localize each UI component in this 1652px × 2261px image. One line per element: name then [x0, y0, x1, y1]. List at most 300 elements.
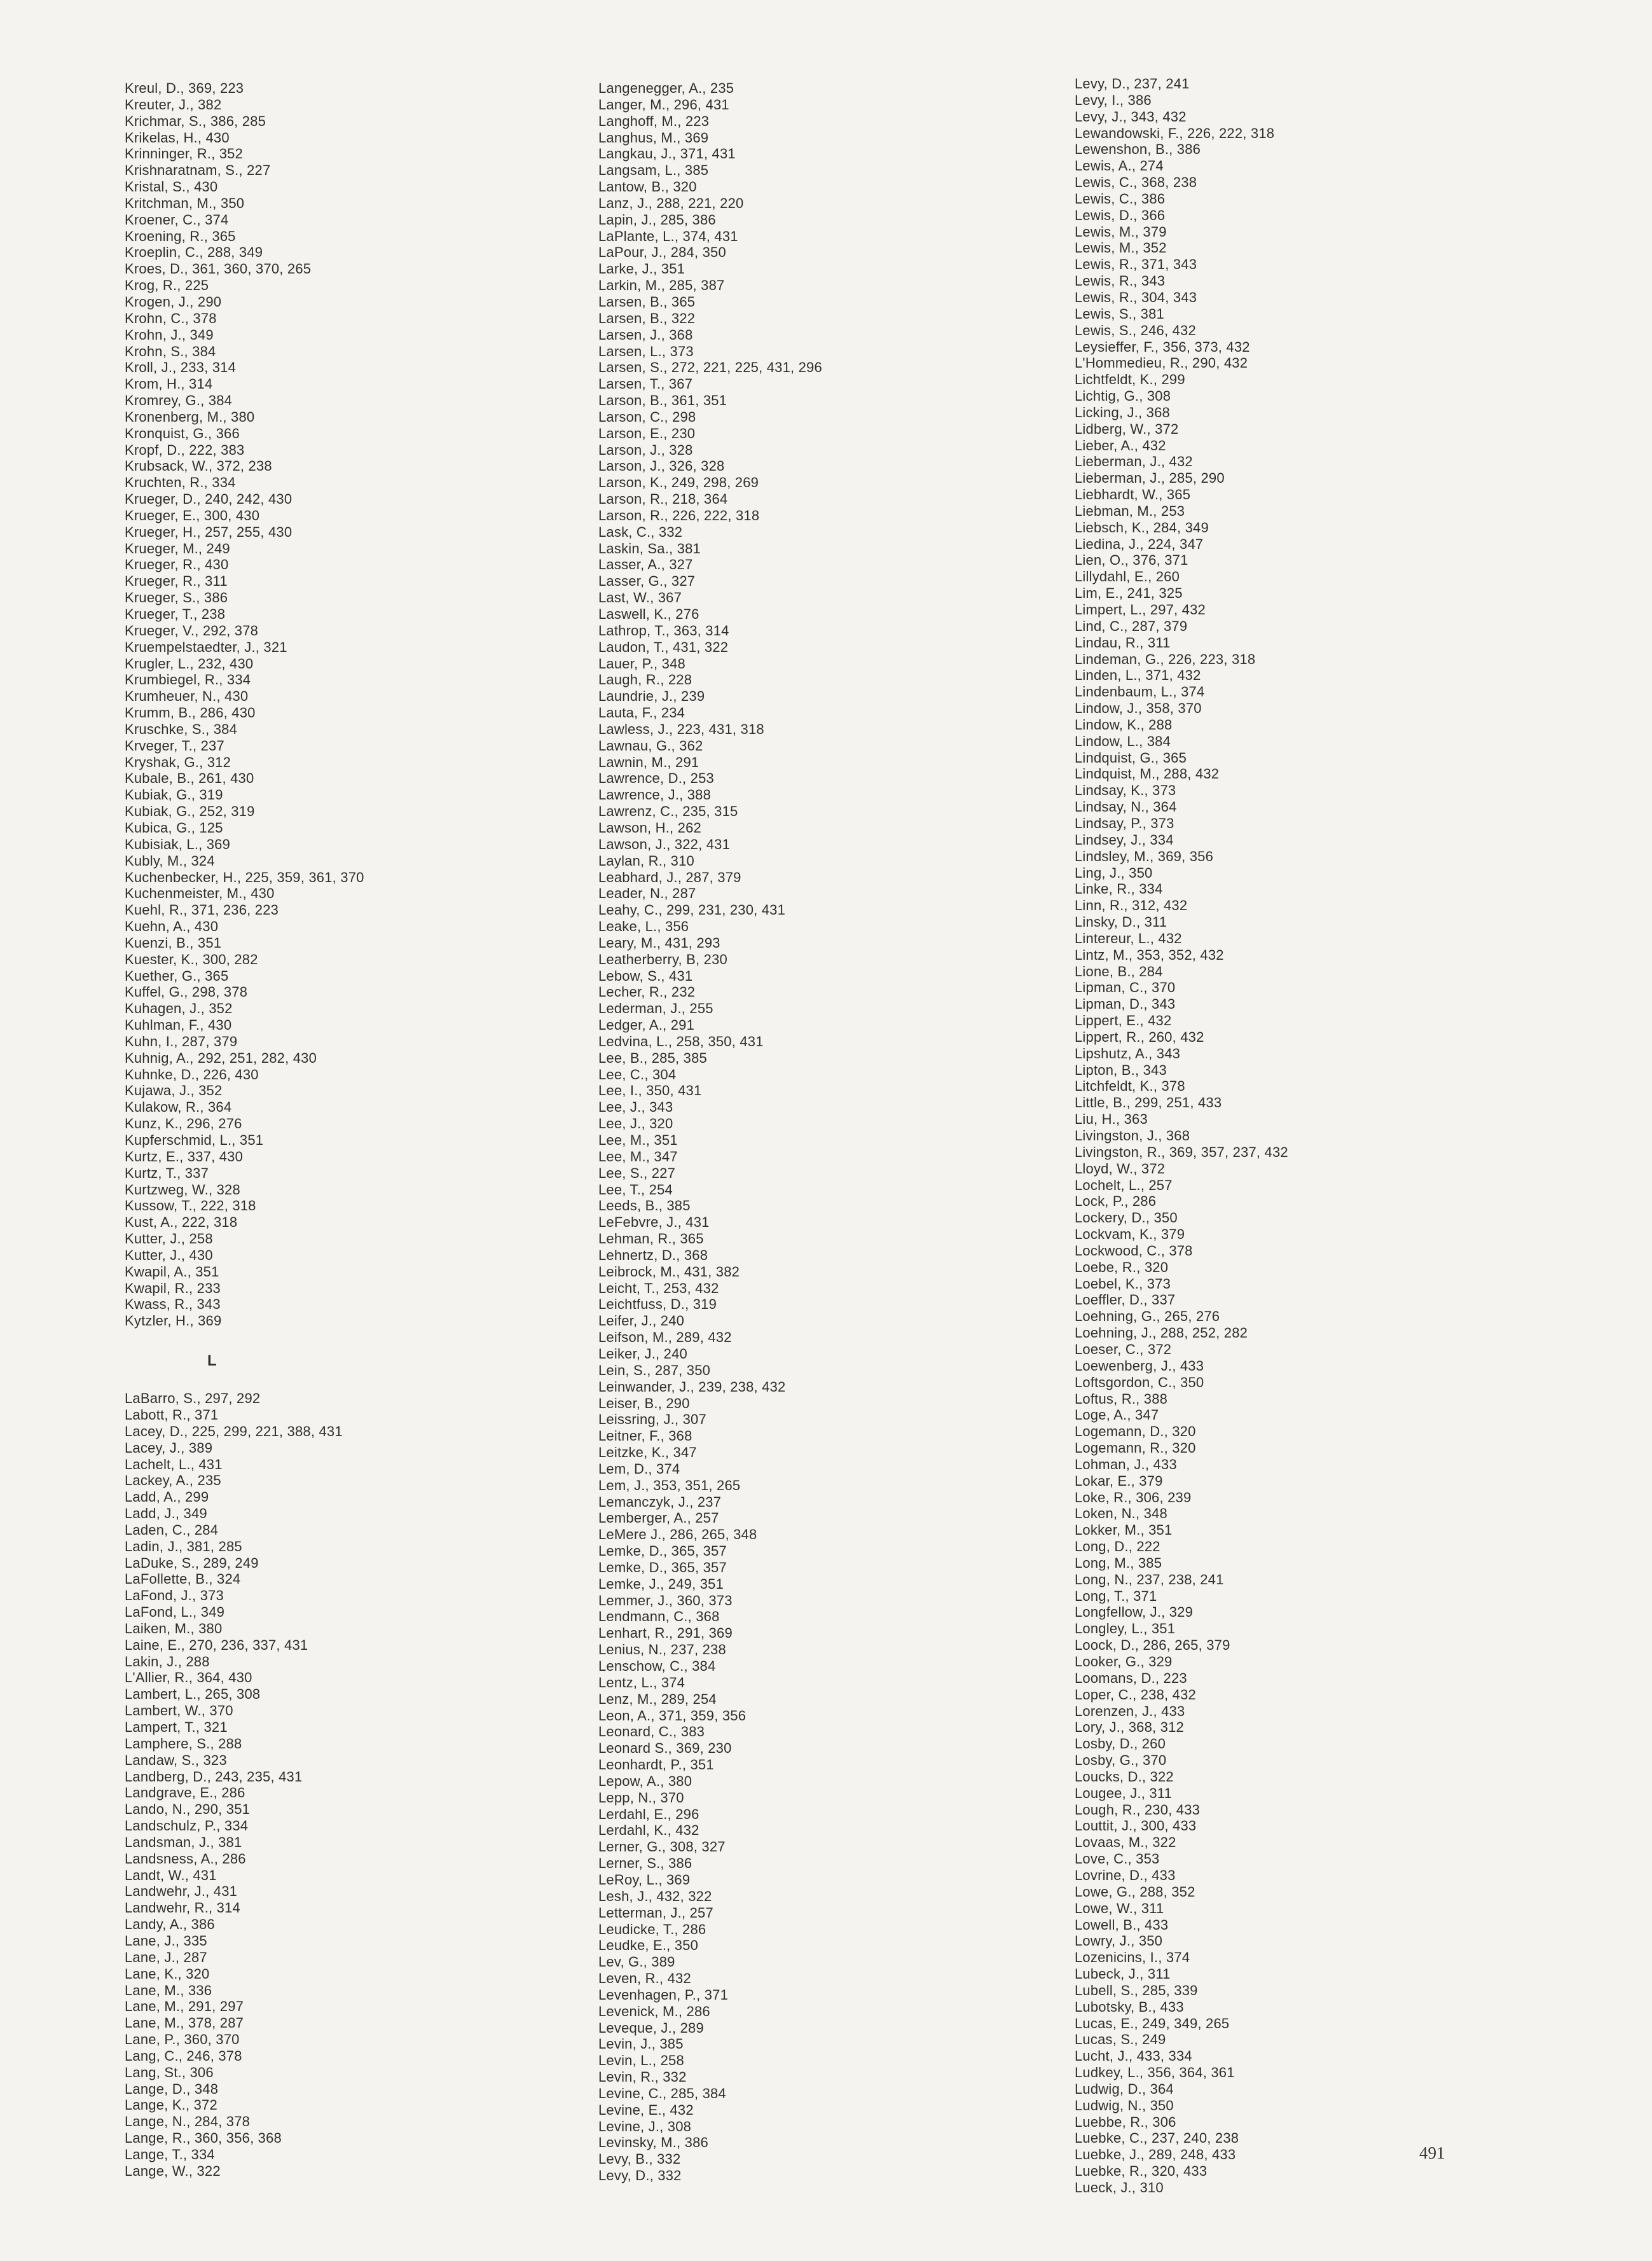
index-entry: Langkau, J., 371, 431: [598, 146, 736, 162]
index-entry: Lintz, M., 353, 352, 432: [1075, 946, 1224, 963]
index-entry: Lawnau, G., 362: [598, 737, 703, 754]
index-entry: Kwass, R., 343: [125, 1296, 221, 1313]
index-entry: Lee, C., 304: [598, 1066, 677, 1082]
index-entry: Lasser, G., 327: [598, 573, 696, 590]
index-entry: Kronenberg, M., 380: [125, 408, 255, 425]
index-entry: Kroes, D., 361, 360, 370, 265: [125, 261, 312, 277]
index-entry: Larson, J., 328: [598, 441, 693, 458]
index-entry: Losby, G., 370: [1075, 1752, 1167, 1769]
index-entry: Lem, D., 374: [598, 1460, 680, 1477]
index-entry: Lee, T., 254: [598, 1181, 673, 1198]
index-entry: Leifson, M., 289, 432: [598, 1329, 732, 1346]
index-entry: Landsman, J., 381: [125, 1834, 242, 1850]
index-entry: Lepp, N., 370: [598, 1789, 684, 1806]
index-entry: Larson, R., 226, 222, 318: [598, 507, 760, 523]
index-entry: Lubell, S., 285, 339: [1075, 1982, 1198, 1998]
index-entry: Ladd, A., 299: [125, 1489, 209, 1505]
index-entry: Lang, St., 306: [125, 2064, 214, 2080]
index-entry: Larson, K., 249, 298, 269: [598, 474, 759, 491]
index-entry: Kuhagen, J., 352: [125, 1000, 233, 1017]
index-entry: Krumheuer, N., 430: [125, 688, 249, 705]
index-entry: Kreuter, J., 382: [125, 96, 222, 113]
index-entry: Kronquist, G., 366: [125, 425, 240, 441]
index-entry: Kubly, M., 324: [125, 852, 215, 869]
index-entry: Litchfeldt, K., 378: [1075, 1078, 1185, 1095]
index-entry: Lamphere, S., 288: [125, 1735, 242, 1752]
index-entry: Lim, E., 241, 325: [1075, 585, 1183, 602]
index-entry: Langhus, M., 369: [598, 129, 709, 146]
index-entry: Lowry, J., 350: [1075, 1933, 1163, 1949]
index-entry: Kust, A., 222, 318: [125, 1214, 238, 1231]
index-entry: Lloyd, W., 372: [1075, 1160, 1166, 1177]
index-entry: Lindsey, J., 334: [1075, 831, 1174, 848]
index-entry: Ludwig, D., 364: [1075, 2080, 1174, 2097]
index-entry: Larson, B., 361, 351: [598, 392, 727, 409]
index-entry: Krueger, S., 386: [125, 590, 228, 606]
index-entry: Levy, B., 332: [598, 2151, 681, 2168]
index-entry: Lewenshon, B., 386: [1075, 141, 1201, 158]
index-entry: Kreul, D., 369, 223: [125, 80, 244, 96]
index-entry: Kuhnke, D., 226, 430: [125, 1066, 259, 1082]
index-entry: Lieberman, J., 285, 290: [1075, 470, 1225, 487]
index-entry: Linn, R., 312, 432: [1075, 897, 1188, 914]
index-entry: Kunz, K., 296, 276: [125, 1116, 242, 1132]
index-entry: Ladd, J., 349: [125, 1505, 207, 1522]
index-entry: Larson, E., 230: [598, 425, 696, 441]
index-entry: Lane, K., 320: [125, 1965, 210, 1982]
index-entry: Levy, I., 386: [1075, 92, 1152, 108]
index-entry: Levy, D., 332: [598, 2168, 682, 2184]
index-entry: Logemann, D., 320: [1075, 1423, 1196, 1440]
index-entry: Kuenzi, B., 351: [125, 934, 222, 951]
index-entry: Loehning, G., 265, 276: [1075, 1308, 1220, 1325]
index-entry: Lowe, W., 311: [1075, 1900, 1164, 1916]
index-entry: Laundrie, J., 239: [598, 688, 705, 705]
index-entry: Langhoff, M., 223: [598, 113, 710, 129]
index-entry: Leicht, T., 253, 432: [598, 1280, 719, 1296]
index-entry: Lerdahl, E., 296: [598, 1806, 699, 1822]
index-entry: Lovaas, M., 322: [1075, 1834, 1176, 1851]
index-entry: Lucas, E., 249, 349, 265: [1075, 2015, 1230, 2031]
index-entry: Lowell, B., 433: [1075, 1916, 1169, 1933]
index-entry: Lane, M., 336: [125, 1982, 212, 1998]
index-entry: Loebe, R., 320: [1075, 1259, 1169, 1275]
index-entry: Kuhlman, F., 430: [125, 1017, 232, 1034]
index-entry: Limpert, L., 297, 432: [1075, 602, 1206, 618]
index-entry: Kuchenmeister, M., 430: [125, 885, 275, 902]
section-letter-l: L: [207, 1352, 217, 1370]
index-entry: Lokker, M., 351: [1075, 1522, 1173, 1538]
index-entry: LaDuke, S., 289, 249: [125, 1554, 259, 1571]
index-entry: Longley, L., 351: [1075, 1621, 1176, 1637]
index-entry: Lacey, J., 389: [125, 1439, 213, 1456]
index-entry: LaFollette, B., 324: [125, 1571, 241, 1587]
index-entry: Larsen, J., 368: [598, 326, 693, 343]
index-entry: Kuether, G., 365: [125, 967, 229, 984]
index-entry: Lipman, C., 370: [1075, 979, 1176, 996]
index-entry: Lozenicins, I., 374: [1075, 1949, 1190, 1966]
index-entry: Levy, D., 237, 241: [1075, 76, 1190, 92]
index-entry: Kurtzweg, W., 328: [125, 1181, 240, 1198]
index-entry: Kroening, R., 365: [125, 228, 236, 244]
index-entry: Lederman, J., 255: [598, 1000, 713, 1017]
index-entry: Kryshak, G., 312: [125, 754, 231, 770]
index-entry: Leiser, B., 290: [598, 1395, 690, 1411]
index-entry: Leeds, B., 385: [598, 1198, 691, 1214]
index-entry: Leichtfuss, D., 319: [598, 1296, 717, 1313]
index-entry: Kruschke, S., 384: [125, 721, 238, 737]
index-entry: Levenick, M., 286: [598, 2003, 710, 2019]
index-entry: Ledvina, L., 258, 350, 431: [598, 1033, 764, 1049]
index-entry: Lipshutz, A., 343: [1075, 1045, 1181, 1061]
index-entry: Lane, P., 360, 370: [125, 2031, 240, 2048]
index-entry: Luebke, R., 320, 433: [1075, 2163, 1208, 2180]
index-entry: Lohman, J., 433: [1075, 1456, 1177, 1472]
index-entry: Lien, O., 376, 371: [1075, 552, 1188, 569]
index-entry: Lange, D., 348: [125, 2080, 219, 2097]
index-entry: Kritchman, M., 350: [125, 195, 245, 211]
index-entry: Lacey, D., 225, 299, 221, 388, 431: [125, 1423, 343, 1439]
index-entry: Leitzke, K., 347: [598, 1444, 697, 1461]
index-entry: Lathrop, T., 363, 314: [598, 622, 729, 639]
index-entry: Lange, T., 334: [125, 2146, 215, 2162]
index-entry: Lindow, J., 358, 370: [1075, 700, 1202, 717]
index-entry: Lando, N., 290, 351: [125, 1801, 251, 1818]
index-entry: Lem, J., 353, 351, 265: [598, 1477, 741, 1493]
index-entry: Loebel, K., 373: [1075, 1275, 1171, 1292]
index-entry: Long, T., 371: [1075, 1587, 1157, 1604]
index-entry: LeMere J., 286, 265, 348: [598, 1526, 757, 1543]
index-entry: Kussow, T., 222, 318: [125, 1198, 256, 1214]
index-entry: Kruempelstaedter, J., 321: [125, 639, 287, 655]
index-entry: Lenhart, R., 291, 369: [598, 1625, 733, 1642]
index-entry: Lorenzen, J., 433: [1075, 1703, 1185, 1719]
index-entry: Ludwig, N., 350: [1075, 2097, 1174, 2113]
index-entry: Lough, R., 230, 433: [1075, 1801, 1201, 1818]
index-entry: Lintereur, L., 432: [1075, 930, 1182, 946]
index-entry: Krueger, R., 311: [125, 573, 228, 590]
index-entry: Krueger, V., 292, 378: [125, 622, 259, 639]
index-entry: Leysieffer, F., 356, 373, 432: [1075, 338, 1250, 355]
index-entry: Leonhardt, P., 351: [598, 1757, 714, 1773]
index-entry: Lerner, S., 386: [598, 1855, 692, 1872]
index-entry: Langer, M., 296, 431: [598, 96, 729, 113]
index-entry: Lambert, W., 370: [125, 1703, 233, 1719]
index-entry: Laudon, T., 431, 322: [598, 639, 729, 655]
index-entry: Lippert, R., 260, 432: [1075, 1028, 1204, 1045]
index-entry: Lione, B., 284: [1075, 963, 1163, 979]
index-entry: Krueger, E., 300, 430: [125, 507, 260, 523]
index-entry: Lange, K., 372: [125, 2097, 217, 2113]
index-entry: Lindow, L., 384: [1075, 733, 1171, 749]
index-entry: Lemke, D., 365, 357: [598, 1559, 727, 1575]
index-entry: Krichmar, S., 386, 285: [125, 113, 266, 129]
index-entry: Levinsky, M., 386: [598, 2134, 708, 2151]
index-entry: Levin, J., 385: [598, 2036, 684, 2052]
index-entry: Krueger, R., 430: [125, 557, 229, 573]
index-entry: Larson, J., 326, 328: [598, 458, 725, 474]
index-entry: Leahy, C., 299, 231, 230, 431: [598, 902, 786, 918]
entries-column-2: [598, 80, 1043, 2184]
index-entry: Linke, R., 334: [1075, 881, 1163, 897]
index-entry: Krohn, S., 384: [125, 343, 216, 359]
index-entry: Krohn, C., 378: [125, 310, 217, 326]
index-entry: Kujawa, J., 352: [125, 1082, 223, 1099]
index-entry: LaPour, J., 284, 350: [598, 244, 726, 261]
index-entry: Langenegger, A., 235: [598, 80, 734, 96]
index-entry: Lawless, J., 223, 431, 318: [598, 721, 764, 737]
index-entry: Lipton, B., 343: [1075, 1061, 1167, 1078]
index-entry: Kuhn, I., 287, 379: [125, 1033, 238, 1049]
index-entry: Landberg, D., 243, 235, 431: [125, 1768, 303, 1785]
index-entry: LaBarro, S., 297, 292: [125, 1390, 261, 1407]
index-entry: Krog, R., 225: [125, 277, 209, 294]
index-entry: Lewandowski, F., 226, 222, 318: [1075, 125, 1275, 141]
index-entry: Kuhnig, A., 292, 251, 282, 430: [125, 1049, 317, 1066]
index-entry: Lawson, H., 262: [598, 819, 701, 836]
index-entry: Loewenberg, J., 433: [1075, 1357, 1204, 1374]
index-entry: Lachelt, L., 431: [125, 1456, 223, 1472]
index-entry: Lewis, C., 386: [1075, 190, 1166, 207]
index-entry: Kroener, C., 374: [125, 211, 229, 228]
index-entry: Logemann, R., 320: [1075, 1440, 1196, 1456]
index-entry: Levine, E., 432: [598, 2101, 694, 2118]
index-entry: Leader, N., 287: [598, 885, 696, 902]
index-entry: Kytzler, H., 369: [125, 1313, 222, 1329]
index-entry: Larkin, M., 285, 387: [598, 277, 725, 294]
index-entry: Lee, M., 347: [598, 1148, 678, 1165]
index-entry: L'Allier, R., 364, 430: [125, 1670, 252, 1686]
index-entry: Lendmann, C., 368: [598, 1608, 720, 1625]
index-entry: Larsen, S., 272, 221, 225, 431, 296: [598, 359, 822, 376]
index-entry: Lewis, R., 343: [1075, 273, 1166, 289]
index-entry: Lang, C., 246, 378: [125, 2047, 242, 2064]
index-entry: LeFebvre, J., 431: [598, 1214, 710, 1231]
index-entry: Leatherberry, B, 230: [598, 951, 727, 967]
index-entry: Laylan, R., 310: [598, 852, 694, 869]
index-entry: Lee, J., 320: [598, 1116, 673, 1132]
index-entry: Lawrenz, C., 235, 315: [598, 803, 738, 820]
index-entry: Lemmer, J., 360, 373: [598, 1592, 733, 1608]
index-entry: Krugler, L., 232, 430: [125, 655, 254, 672]
index-entry: Love, C., 353: [1075, 1851, 1160, 1867]
index-entry: Licking, J., 368: [1075, 404, 1170, 420]
index-entry: Kroeplin, C., 288, 349: [125, 244, 263, 261]
index-entry: Lindsay, N., 364: [1075, 799, 1177, 815]
index-entry: Krveger, T., 237: [125, 737, 224, 754]
index-entry: Laine, E., 270, 236, 337, 431: [125, 1636, 308, 1653]
index-entry: Larsen, B., 365: [598, 293, 696, 310]
index-entry: Linden, L., 371, 432: [1075, 667, 1201, 684]
index-entry: Livingston, R., 369, 357, 237, 432: [1075, 1144, 1288, 1160]
index-entry: Leudke, E., 350: [598, 1937, 699, 1954]
index-entry: Lewis, R., 371, 343: [1075, 256, 1197, 273]
index-entry: Lesh, J., 432, 322: [598, 1888, 712, 1904]
index-entry: Kwapil, A., 351: [125, 1263, 219, 1280]
index-entry: Leonard, C., 383: [598, 1724, 705, 1740]
index-entry: Krubsack, W., 372, 238: [125, 458, 272, 474]
index-entry: Lubeck, J., 311: [1075, 1966, 1171, 1982]
index-entry: Krumbiegel, R., 334: [125, 672, 251, 688]
index-entry: Laugh, R., 228: [598, 672, 692, 688]
index-entry: Lucht, J., 433, 334: [1075, 2048, 1192, 2064]
index-entry: Loke, R., 306, 239: [1075, 1489, 1192, 1505]
index-entry: Lee, I., 350, 431: [598, 1082, 702, 1099]
index-entry: Landsness, A., 286: [125, 1850, 246, 1867]
index-entry: Lillydahl, E., 260: [1075, 569, 1180, 585]
index-entry: Lanz, J., 288, 221, 220: [598, 195, 744, 211]
index-entry: Lewis, A., 274: [1075, 158, 1164, 174]
index-entry: Loge, A., 347: [1075, 1407, 1159, 1423]
index-entry: Lange, N., 284, 378: [125, 2113, 251, 2130]
index-entry: Loeffler, D., 337: [1075, 1292, 1176, 1308]
index-entry: Lange, W., 322: [125, 2162, 221, 2179]
index-entry: Lockwood, C., 378: [1075, 1242, 1193, 1259]
index-entry: Lowe, G., 288, 352: [1075, 1883, 1195, 1900]
index-entry: Losby, D., 260: [1075, 1736, 1166, 1752]
index-entry: Krinninger, R., 352: [125, 146, 244, 162]
index-entry: Kubisiak, L., 369: [125, 836, 231, 852]
index-entry: Levy, J., 343, 432: [1075, 108, 1187, 125]
index-entry: Liebhardt, W., 365: [1075, 487, 1191, 503]
index-column-1: [125, 80, 570, 2180]
index-entry: Leake, L., 356: [598, 918, 689, 935]
index-entry: Kubiak, G., 252, 319: [125, 803, 255, 820]
index-entry: Loftus, R., 388: [1075, 1390, 1168, 1407]
index-entry: Lewis, S., 246, 432: [1075, 322, 1196, 338]
index-entry: Laiken, M., 380: [125, 1620, 223, 1636]
index-entry: Lev, G., 389: [598, 1954, 675, 1970]
index-entry: Kurtz, T., 337: [125, 1165, 209, 1181]
index-entry: Krohn, J., 349: [125, 326, 214, 343]
index-entry: Landaw, S., 323: [125, 1752, 227, 1768]
index-entry: Lewis, R., 304, 343: [1075, 289, 1197, 305]
index-entry: Loucks, D., 322: [1075, 1768, 1174, 1785]
index-entry: Lidberg, W., 372: [1075, 420, 1179, 437]
index-entry: Lewis, D., 366: [1075, 207, 1166, 223]
index-entry: Lauta, F., 234: [598, 705, 685, 721]
index-entry: Kristal, S., 430: [125, 179, 218, 195]
index-entry: Lee, S., 227: [598, 1165, 676, 1181]
index-entry: Landgrave, E., 286: [125, 1785, 245, 1801]
index-entry: Lemanczyk, J., 237: [598, 1493, 722, 1510]
index-entry: Lambert, L., 265, 308: [125, 1686, 261, 1703]
index-entry: Kuester, K., 300, 282: [125, 951, 258, 967]
index-entry: Lindsay, K., 373: [1075, 782, 1176, 799]
index-entry: Lock, P., 286: [1075, 1193, 1157, 1210]
index-entry: Lawrence, D., 253: [598, 770, 714, 787]
index-entry: Lovrine, D., 433: [1075, 1867, 1176, 1883]
index-entry: Long, D., 222: [1075, 1538, 1160, 1555]
index-entry: Long, M., 385: [1075, 1554, 1162, 1571]
index-entry: Lindquist, G., 365: [1075, 749, 1187, 766]
index-entry: Lerdahl, K., 432: [598, 1822, 699, 1839]
index-entry: Luebbe, R., 306: [1075, 2113, 1176, 2130]
index-entry: Loper, C., 238, 432: [1075, 1686, 1196, 1703]
index-entry: Lockery, D., 350: [1075, 1210, 1178, 1226]
index-entry: Lindsley, M., 369, 356: [1075, 848, 1214, 864]
index-entry: Lepow, A., 380: [598, 1773, 692, 1789]
index-entry: Lewis, S., 381: [1075, 305, 1164, 322]
index-entry: Kromrey, G., 384: [125, 392, 233, 409]
index-entry: Lehnertz, D., 368: [598, 1247, 708, 1263]
index-entry: Levine, J., 308: [598, 2118, 692, 2134]
index-entry: Krishnaratnam, S., 227: [125, 162, 271, 179]
index-entry: Larsen, B., 322: [598, 310, 696, 326]
index-entry: Lieber, A., 432: [1075, 437, 1166, 453]
index-entry: Liedina, J., 224, 347: [1075, 536, 1204, 552]
index-entry: Liu, H., 363: [1075, 1111, 1148, 1128]
index-entry: Lemke, D., 365, 357: [598, 1543, 727, 1559]
index-entry: Leonard S., 369, 230: [598, 1740, 732, 1757]
index-entry: Kuffel, G., 298, 378: [125, 984, 248, 1000]
index-entry: Lapin, J., 285, 386: [598, 211, 716, 228]
index-entry: Loomans, D., 223: [1075, 1670, 1187, 1686]
index-entry: Leibrock, M., 431, 382: [598, 1263, 740, 1280]
index-entry: Lawnin, M., 291: [598, 754, 699, 770]
entries-l: [125, 1390, 570, 2180]
index-entry: Linsky, D., 311: [1075, 914, 1167, 930]
index-entry: Lochelt, L., 257: [1075, 1177, 1173, 1193]
index-entry: Levin, R., 332: [598, 2069, 687, 2085]
index-entry: Louttit, J., 300, 433: [1075, 1818, 1197, 1834]
index-entry: Leabhard, J., 287, 379: [598, 869, 741, 885]
index-entry: Landwehr, J., 431: [125, 1883, 238, 1900]
index-entry: Kubiak, G., 319: [125, 787, 223, 803]
index-entry: Loken, N., 348: [1075, 1505, 1167, 1522]
index-entry: Leven, R., 432: [598, 1970, 691, 1987]
index-entry: Loeser, C., 372: [1075, 1341, 1172, 1357]
index-entry: LeRoy, L., 369: [598, 1871, 691, 1888]
index-entry: Krumm, B., 286, 430: [125, 705, 256, 721]
index-entry: Long, N., 237, 238, 241: [1075, 1571, 1224, 1587]
index-entry: Liebsch, K., 284, 349: [1075, 519, 1209, 536]
index-entry: Lakin, J., 288: [125, 1653, 210, 1670]
index-entry: Lawson, J., 322, 431: [598, 836, 731, 852]
index-entry: L'Hommedieu, R., 290, 432: [1075, 355, 1248, 371]
index-entry: Kubale, B., 261, 430: [125, 770, 254, 787]
index-entry: Kulakow, R., 364: [125, 1099, 232, 1116]
index-entry: Ling, J., 350: [1075, 864, 1153, 881]
index-entry: Lemke, J., 249, 351: [598, 1575, 724, 1592]
index-entry: Lewis, C., 368, 238: [1075, 174, 1197, 191]
index-entry: Looker, G., 329: [1075, 1654, 1173, 1670]
index-column-2: [598, 80, 1043, 2184]
index-entry: Kroll, J., 233, 314: [125, 359, 237, 376]
index-entry: Lipman, D., 343: [1075, 996, 1176, 1013]
index-entry: Landschulz, P., 334: [125, 1818, 249, 1834]
index-entry: Larson, R., 218, 364: [598, 491, 728, 508]
index-entry: Lindsay, P., 373: [1075, 815, 1174, 831]
index-entry: Lein, S., 287, 350: [598, 1362, 711, 1378]
index-entry: Lackey, A., 235: [125, 1472, 221, 1489]
index-entry: Letterman, J., 257: [598, 1904, 713, 1921]
index-entry: Lindenbaum, L., 374: [1075, 684, 1205, 700]
index-entry: Lebow, S., 431: [598, 967, 693, 984]
index-entry: Lane, M., 291, 297: [125, 1998, 244, 2015]
index-entry: Lewis, M., 352: [1075, 240, 1167, 256]
index-entry: Lasser, A., 327: [598, 557, 693, 573]
index-entry: Lenius, N., 237, 238: [598, 1642, 726, 1658]
index-entry: Larke, J., 351: [598, 261, 685, 277]
index-entry: Liebman, M., 253: [1075, 502, 1185, 519]
index-entry: Lewis, M., 379: [1075, 223, 1167, 240]
index-entry: Laskin, Sa., 381: [598, 540, 701, 557]
index-entry: Lindeman, G., 226, 223, 318: [1075, 651, 1256, 667]
index-entry: Lane, J., 335: [125, 1932, 207, 1949]
index-entry: Larsen, L., 373: [598, 343, 694, 359]
index-entry: LaPlante, L., 374, 431: [598, 228, 738, 244]
